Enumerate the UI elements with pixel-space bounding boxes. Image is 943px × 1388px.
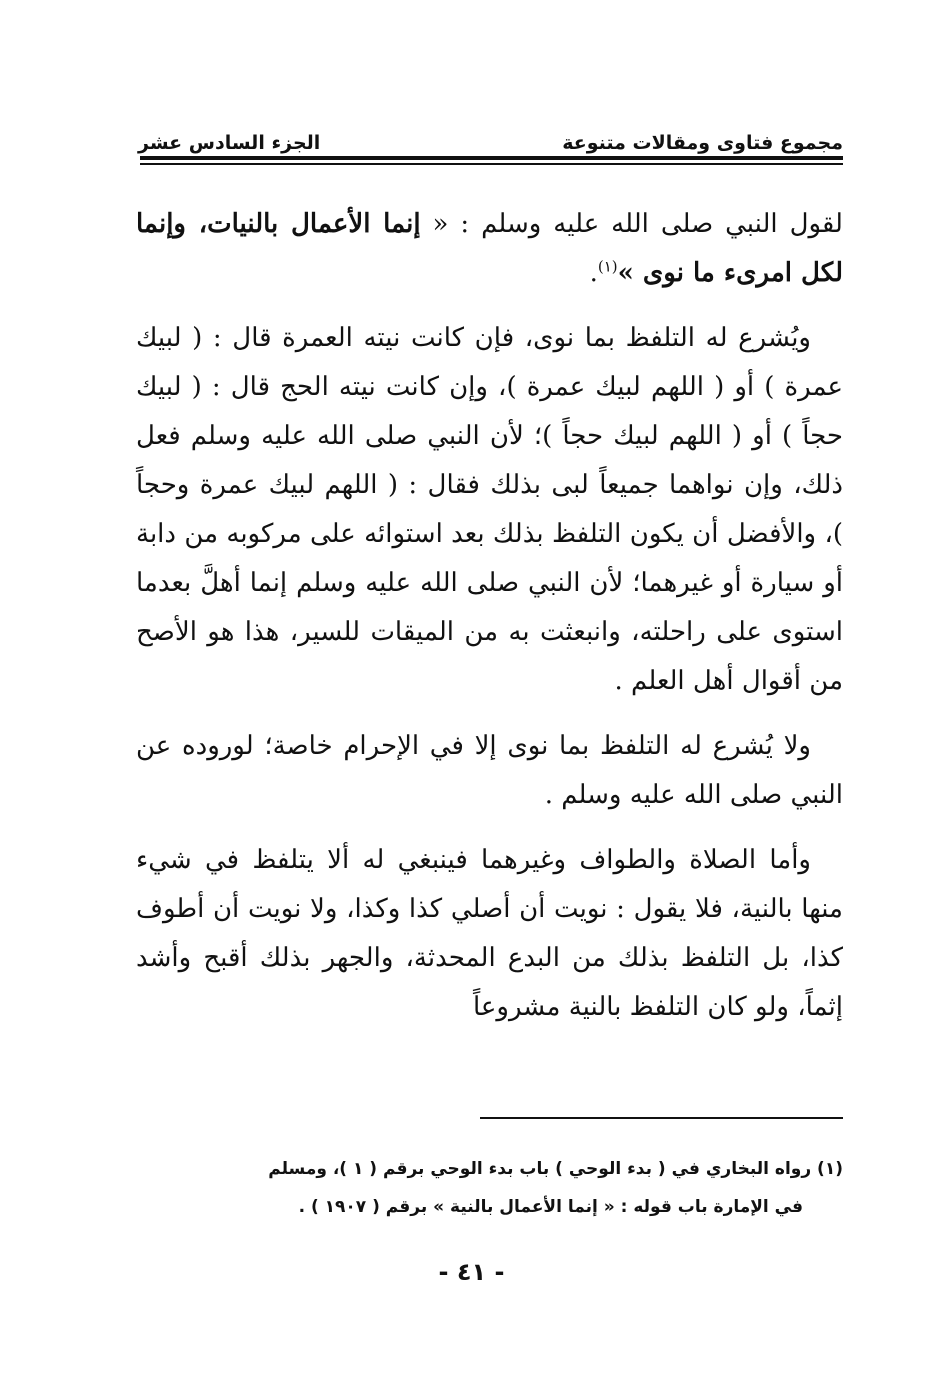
paragraph-1-end: . <box>589 258 598 288</box>
paragraph-1 <box>136 200 843 298</box>
hadith-quote: إنما الأعمال بالنيات، وإنما لكل امرىء ما نوى <box>136 209 843 288</box>
header-rule-thin <box>140 163 843 165</box>
footnote-text-1: رواه البخاري في ( بدء الوحي ) باب بدء الوحي برقم ( ١ )، ومسلم <box>268 1159 812 1179</box>
paragraph-2: ويُشرع له التلفظ بما نوى، فإن كانت نيته العمرة قال : ( لبيك عمرة ) أو ( اللهم لبيك عمرة )، وإن كانت نيته الحج قال : ( لبيك حجاً ) أو ( اللهم لبيك حجاً )؛ لأن النبي صلى الله عليه وسلم فعل ذلك، وإن نواهما جميعاً لبى بذلك فقال : ( اللهم لبيك عمرة وحجاً )، والأفضل أن يكون التلفظ بذلك بعد استوائه على مركوبه من دابة أو سيارة أو غيرهما؛ لأن النبي صلى الله عليه وسلم إنما أهلَّ بعدما استوى على راحلته، وانبعثت به من الميقات للسير، هذا هو الأصح من أقوال أهل العلم . <box>136 323 843 696</box>
quote-close: » <box>617 258 643 288</box>
paragraph-3: ولا يُشرع له التلفظ بما نوى إلا في الإحرام خاصة؛ لوروده عن النبي صلى الله عليه وسلم . <box>136 731 843 810</box>
footnote-number: (١) <box>817 1159 843 1179</box>
main-text <box>136 200 843 1048</box>
footnote-marker: (١) <box>597 257 618 276</box>
header-volume-title: الجزء السادس عشر <box>138 132 321 154</box>
footnote-line-2: في الإمارة باب قوله : « إنما الأعمال بالنية » برقم ( ١٩٠٧ ) . <box>298 1197 803 1217</box>
header-rule-thick <box>140 156 843 160</box>
footnote <box>136 1150 843 1226</box>
footnote-separator <box>480 1117 843 1119</box>
paragraph-4: وأما الصلاة والطواف وغيرهما فينبغي له ألا يتلفظ في شيء منها بالنية، فلا يقول : نويت أن أصلي كذا وكذا، ولا نويت أن أطوف كذا، بل التلفظ بذلك من البدع المحدثة، والجهر بذلك أقبح وأشد إثماً، ولو كان التلفظ بالنية مشروعاً <box>136 845 843 1022</box>
running-header <box>138 118 843 154</box>
header-book-title: مجموع فتاوى ومقالات متنوعة <box>562 132 843 154</box>
page-number: - ٤١ - <box>438 1258 505 1286</box>
paragraph-1-intro: لقول النبي صلى الله عليه وسلم : « <box>420 209 843 239</box>
footnote-line-1 <box>136 1150 843 1188</box>
